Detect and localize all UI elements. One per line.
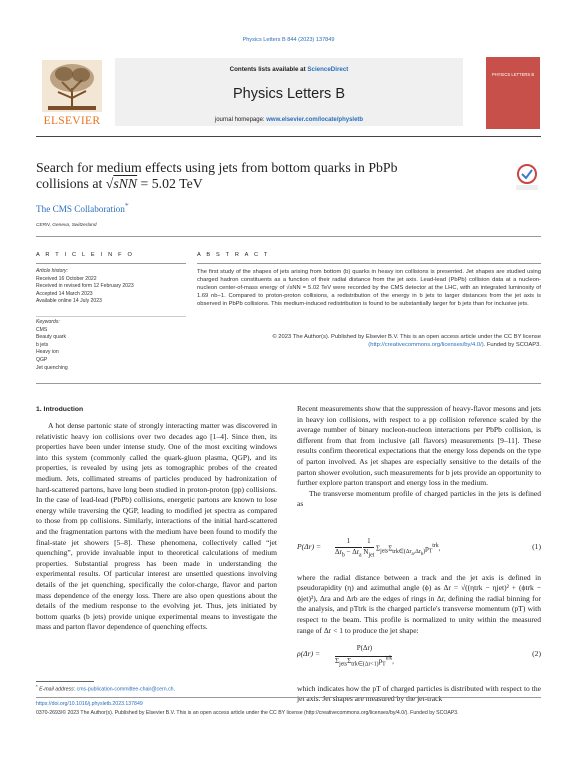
sciencedirect-link[interactable]: ScienceDirect bbox=[307, 66, 349, 73]
paragraph: Recent measurements show that the suppression of heavy-flavor mesons and jets in heavy ion collisions, with respect to a pp collision reference scaled by the average number of binary nucleon-nucleon interactions per PbPb collision, is different from that from inclusive (all flavors) measurements [9–11]. These results confirm theoretical expectations that the energy loss depends on the type of parton involved. As jet shapes are especially sensitive to the details of the parton shower evolution, such measurements for b jets provide an opportunity to further explore parton transport and energy loss in the medium. bbox=[297, 404, 541, 488]
article-history bbox=[36, 268, 186, 306]
abstract-text: The first study of the shapes of jets arising from bottom (b) quarks in heavy ion collisions is presented. Jet shapes are studied using charged hadron constituents as a function of their radial distance from the jet axis. Lead-lead (PbPb) collision data at a nucleon-nucleon center-of-mass energy of √sNN = 5.02 TeV were recorded by the CMS detector at the LHC, with an integrated luminosity of 1.69 nb−1. Compared to proton-proton collisions, a redistribution of the energy in b jets to larger distances from the jet axis is observed in PbPb collisions. This medium-induced redistribution is found to be substantially larger for b jets than for inclusive jets. bbox=[197, 269, 541, 308]
keywords bbox=[36, 319, 186, 372]
footnote-divider bbox=[36, 681, 94, 682]
abstract-heading: A B S T R A C T bbox=[197, 252, 270, 258]
right-column-continued bbox=[297, 565, 541, 644]
divider bbox=[36, 263, 186, 264]
cover-title: PHYSICS LETTERS B bbox=[491, 72, 535, 77]
issn-license-line: 0370-2693/© 2023 The Author(s). Published by Elsevier B.V. This is an open access article under the CC BY license (http://creativecommons.org/licenses/by/4.0/). Funded by SCOAP3. bbox=[36, 710, 459, 716]
footer-divider bbox=[36, 697, 541, 698]
homepage-link[interactable]: www.elsevier.com/locate/physletb bbox=[266, 117, 364, 123]
title-line-2-prefix: collisions at bbox=[36, 176, 106, 191]
homepage-prefix: journal homepage: bbox=[214, 117, 267, 123]
journal-name: Physics Letters B bbox=[232, 86, 345, 102]
eq2-body: P(Δr) $\Sigma_{jets}\Sigma_{trk\in(\Delta r<1)}p_T^{trk}$, bbox=[335, 644, 394, 668]
keyword: CMS bbox=[36, 326, 48, 333]
email-link[interactable]: cms-publication-committee-chair@cern.ch. bbox=[76, 686, 176, 693]
keyword: Jet quenching bbox=[36, 364, 68, 371]
divider bbox=[197, 263, 541, 264]
doi-link[interactable]: https://doi.org/10.1016/j.physletb.2023.137849 bbox=[36, 701, 143, 707]
paragraph: which indicates how the pT of charged particles is distributed with respect to the jet axis. Jet shapes are measured by the jet-track bbox=[297, 683, 541, 704]
eq2-number: (2) bbox=[532, 649, 541, 658]
keyword: b jets bbox=[36, 341, 49, 348]
eq1-lhs: P(Δr) = bbox=[297, 542, 322, 551]
right-column bbox=[297, 404, 541, 510]
journal-reference[interactable]: Physics Letters B 844 (2023) 137849 bbox=[242, 37, 335, 43]
paragraph: where the radial distance between a track and the jet axis is defined in pseudorapidity (η) and azimuthal angle (ϕ) as Δr = √((ηtrk − ηjet)² + (ϕtrk − ϕjet)²), Δra and Δrb are the edges of rings in Δr, defining the radial binning for the analysis, and pTtrk is the charged particle's transverse momentum (pT) with respect to the beam. This profile is normalized to unity within the measured range of Δr < 1 to produce the jet shape: bbox=[297, 572, 541, 635]
footnote-mark: * bbox=[36, 684, 38, 689]
title-line-2-suffix: = 5.02 TeV bbox=[137, 176, 203, 191]
history-item: Received 16 October 2022 bbox=[36, 275, 97, 282]
sqrt-symbol: √ bbox=[105, 176, 114, 191]
funding-text: . Funded by SCOAP3. bbox=[483, 342, 541, 349]
elsevier-wordmark: ELSEVIER bbox=[43, 115, 101, 127]
journal-cover-image[interactable] bbox=[486, 57, 540, 129]
title-line-1: Search for medium effects using jets from bottom quarks in PbPb bbox=[36, 160, 398, 175]
history-item: Accepted 14 March 2023 bbox=[36, 290, 93, 297]
keywords-label: Keywords: bbox=[36, 319, 60, 325]
paragraph: A hot dense partonic state of strongly interacting matter was discovered in relativistic heavy ion collisions over two decades ago [1–4]. Since then, its properties have been under intense study. One of the most exciting windows into this system (commonly called the quark-gluon plasma, QGP), and its properties, is revealed by using jets as tomographic probes of the created medium. Jets, collimated streams of particles produced by hadronization of hard-scattered partons, have long been studied in proton-proton (pp) collisions. In the case of lead-lead (PbPb) collisions, energetic partons are known to lose energy while traversing the QGP, leading to modified jet spectra as compared to those from pp collisions. Similarly, interactions of the initial hard-scattered and the fragmentation partons with the medium have been found to modify the final-state jet showers [5–8]. These phenomena, collectively called “jet quenching”, provide invaluable input to theoretical calculations of medium properties. Substantial progress has been made in understanding the experimental results. Of particular interest are unsettled questions involving details of the jet quenching, specifically the color-charge, flavor and parton mass dependence of the energy loss. There are also open questions about the details of the medium response to the evolving jet. Thus, jets initiated by bottom quarks (b jets) provide unique experimental means to investigate the mass and parton flavor dependence of quenching effects. bbox=[36, 421, 277, 632]
history-item: Received in revised form 12 February 2023 bbox=[36, 283, 134, 290]
footnote-label: E-mail address: bbox=[39, 686, 77, 693]
header-divider bbox=[36, 136, 541, 137]
equation-2 bbox=[297, 643, 541, 669]
article-title bbox=[36, 160, 456, 192]
copyright-text: © 2023 The Author(s). Published by Elsevier B.V. This is an open access article under the CC BY license bbox=[272, 334, 541, 340]
eq1-body: 1 $\Delta r_b - \Delta r_a$ 1 $N_{jet}$ $\Sigma_{jets}\Sigma_{trk\in(\Delta r_a,\Delta r_b)}p_T^{trk}$, bbox=[335, 537, 441, 559]
section-heading-introduction: 1. Introduction bbox=[36, 406, 84, 413]
homepage-line bbox=[115, 117, 463, 123]
equation-1 bbox=[297, 536, 541, 560]
divider bbox=[36, 383, 541, 384]
left-column bbox=[36, 421, 277, 633]
divider bbox=[36, 316, 186, 317]
article-info-heading: A R T I C L E I N F O bbox=[36, 252, 135, 258]
footnote bbox=[36, 684, 175, 693]
paragraph: The transverse momentum profile of charged particles in the jets is defined as bbox=[297, 488, 541, 509]
contents-line bbox=[115, 66, 463, 73]
keyword: Beauty quark bbox=[36, 334, 67, 341]
eq2-lhs: ρ(Δr) = bbox=[297, 649, 321, 658]
title-sqrt-arg: sNN bbox=[113, 176, 138, 191]
keyword: Heavy ion bbox=[36, 349, 59, 356]
eq1-number: (1) bbox=[532, 542, 541, 551]
history-item: Available online 14 July 2023 bbox=[36, 298, 102, 305]
abstract-copyright bbox=[197, 333, 541, 349]
authors[interactable] bbox=[36, 201, 129, 214]
affiliation: CERN, Geneva, Switzerland bbox=[36, 223, 97, 228]
author-name[interactable]: The CMS Collaboration bbox=[36, 204, 125, 215]
right-column-end bbox=[297, 676, 541, 712]
keyword: QGP bbox=[36, 356, 48, 363]
contents-prefix: Contents lists available at bbox=[229, 66, 308, 73]
divider bbox=[36, 236, 541, 237]
history-label: Article history: bbox=[36, 268, 68, 274]
check-for-updates-badge[interactable] bbox=[514, 163, 540, 191]
author-footnote-mark: * bbox=[124, 201, 129, 210]
license-link[interactable]: (http://creativecommons.org/licenses/by/4.0/) bbox=[368, 342, 484, 349]
